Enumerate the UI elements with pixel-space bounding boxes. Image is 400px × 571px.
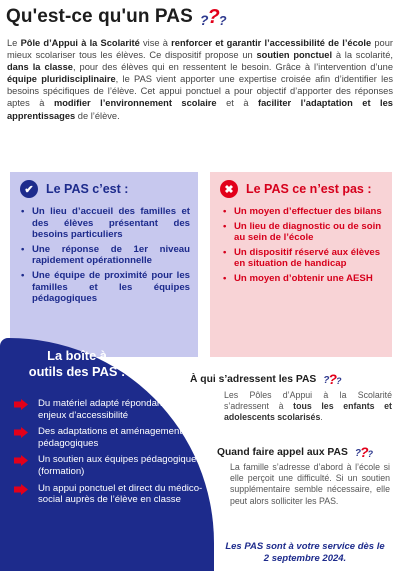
page-header [6,5,227,29]
cross-icon: ✖ [220,180,238,198]
list-item: • Une équipe de proximité pour les familles et les équipes pédagogiques [20,270,190,305]
toolbox-title: La boîte à outils des PAS : [28,348,126,379]
pas-is-header [10,172,198,198]
list-item: • Un dispositif réservé aux élèves en situation de handicap [222,247,384,270]
pas-is-list [10,206,198,305]
audience-heading-text: À qui s’adressent les PAS [190,373,317,385]
question-marks-icon: ? ? ? [354,444,374,460]
page-title: Qu'est-ce qu'un PAS [6,6,193,27]
arrow-right-icon [14,399,28,410]
list-item: • Un moyen d’effectuer des bilans [222,206,384,218]
when-heading [217,445,373,459]
pas-is-card [10,172,198,357]
list-item: Un appui ponctuel et direct du médico-social auprès de l’élève en classe [14,483,210,506]
checkmark-icon: ✔ [20,180,38,198]
qmark-red: ? [207,6,220,28]
list-item: Des adaptations et aménagements pédagogiques [14,426,210,449]
toolbox-list [14,398,210,511]
question-marks-icon: ? ? ? [323,371,342,387]
arrow-right-icon [14,427,28,438]
audience-text: Les Pôles d’Appui à la Scolarité s’adressent à tous les enfants et adolescents scolarisés. [224,390,392,423]
arrow-right-icon [14,484,28,495]
when-text: La famille s’adresse d’abord à l’école si elle perçoit une difficulté. Si un soutien supplémentaire semble nécessaire, elle peut alors solliciter les PAS. [230,462,390,506]
qmark-blue: ? [199,12,209,28]
qmark-blue-small: ? [218,13,227,28]
list-item: • Un moyen d’obtenir une AESH [222,273,384,285]
when-heading-text: Quand faire appel aux PAS [217,446,348,458]
audience-heading [190,372,341,386]
list-item: Du matériel adapté répondant à des enjeux d’accessibilité [14,398,210,421]
list-item: Un soutien aux équipes pédagogiques (formation) [14,454,210,477]
list-item: • Un lieu de diagnostic ou de soin au sein de l’école [222,221,384,244]
pas-is-not-title: Le PAS ce n’est pas : [246,182,372,196]
intro-paragraph: Le Pôle d’Appui à la Scolarité vise à renforcer et garantir l’accessibilité de l’école pour mieux scolariser tous les élèves. Ce dispositif propose un soutien ponctuel à la scolarité, dans la classe, pour des élèves qui en ressentent le besoin. Grâce à l’intervention d’une équipe pluridisciplinaire, le PAS vient apporter une expertise croisée afin d’identifier les besoins spécifiques de l’élève. Cet appui ponctuel a pour objectif d’apporter des réponses aptes à modifier l’environnement scolaire et à faciliter l’adaptation et les apprentissages de l’élève. [7,38,394,121]
pas-is-not-header [210,172,392,198]
question-marks-icon [200,7,227,27]
list-item: • Une réponse de 1er niveau rapidement opérationnelle [20,244,190,267]
service-note: Les PAS sont à votre service dès le 2 septembre 2024. [225,541,385,564]
list-item: • Un lieu d’accueil des familles et des élèves présentant des besoins particuliers [20,206,190,241]
pas-is-title: Le PAS c’est : [46,182,129,196]
pas-is-not-card [210,172,392,357]
arrow-right-icon [14,455,28,466]
pas-is-not-list [210,206,392,285]
